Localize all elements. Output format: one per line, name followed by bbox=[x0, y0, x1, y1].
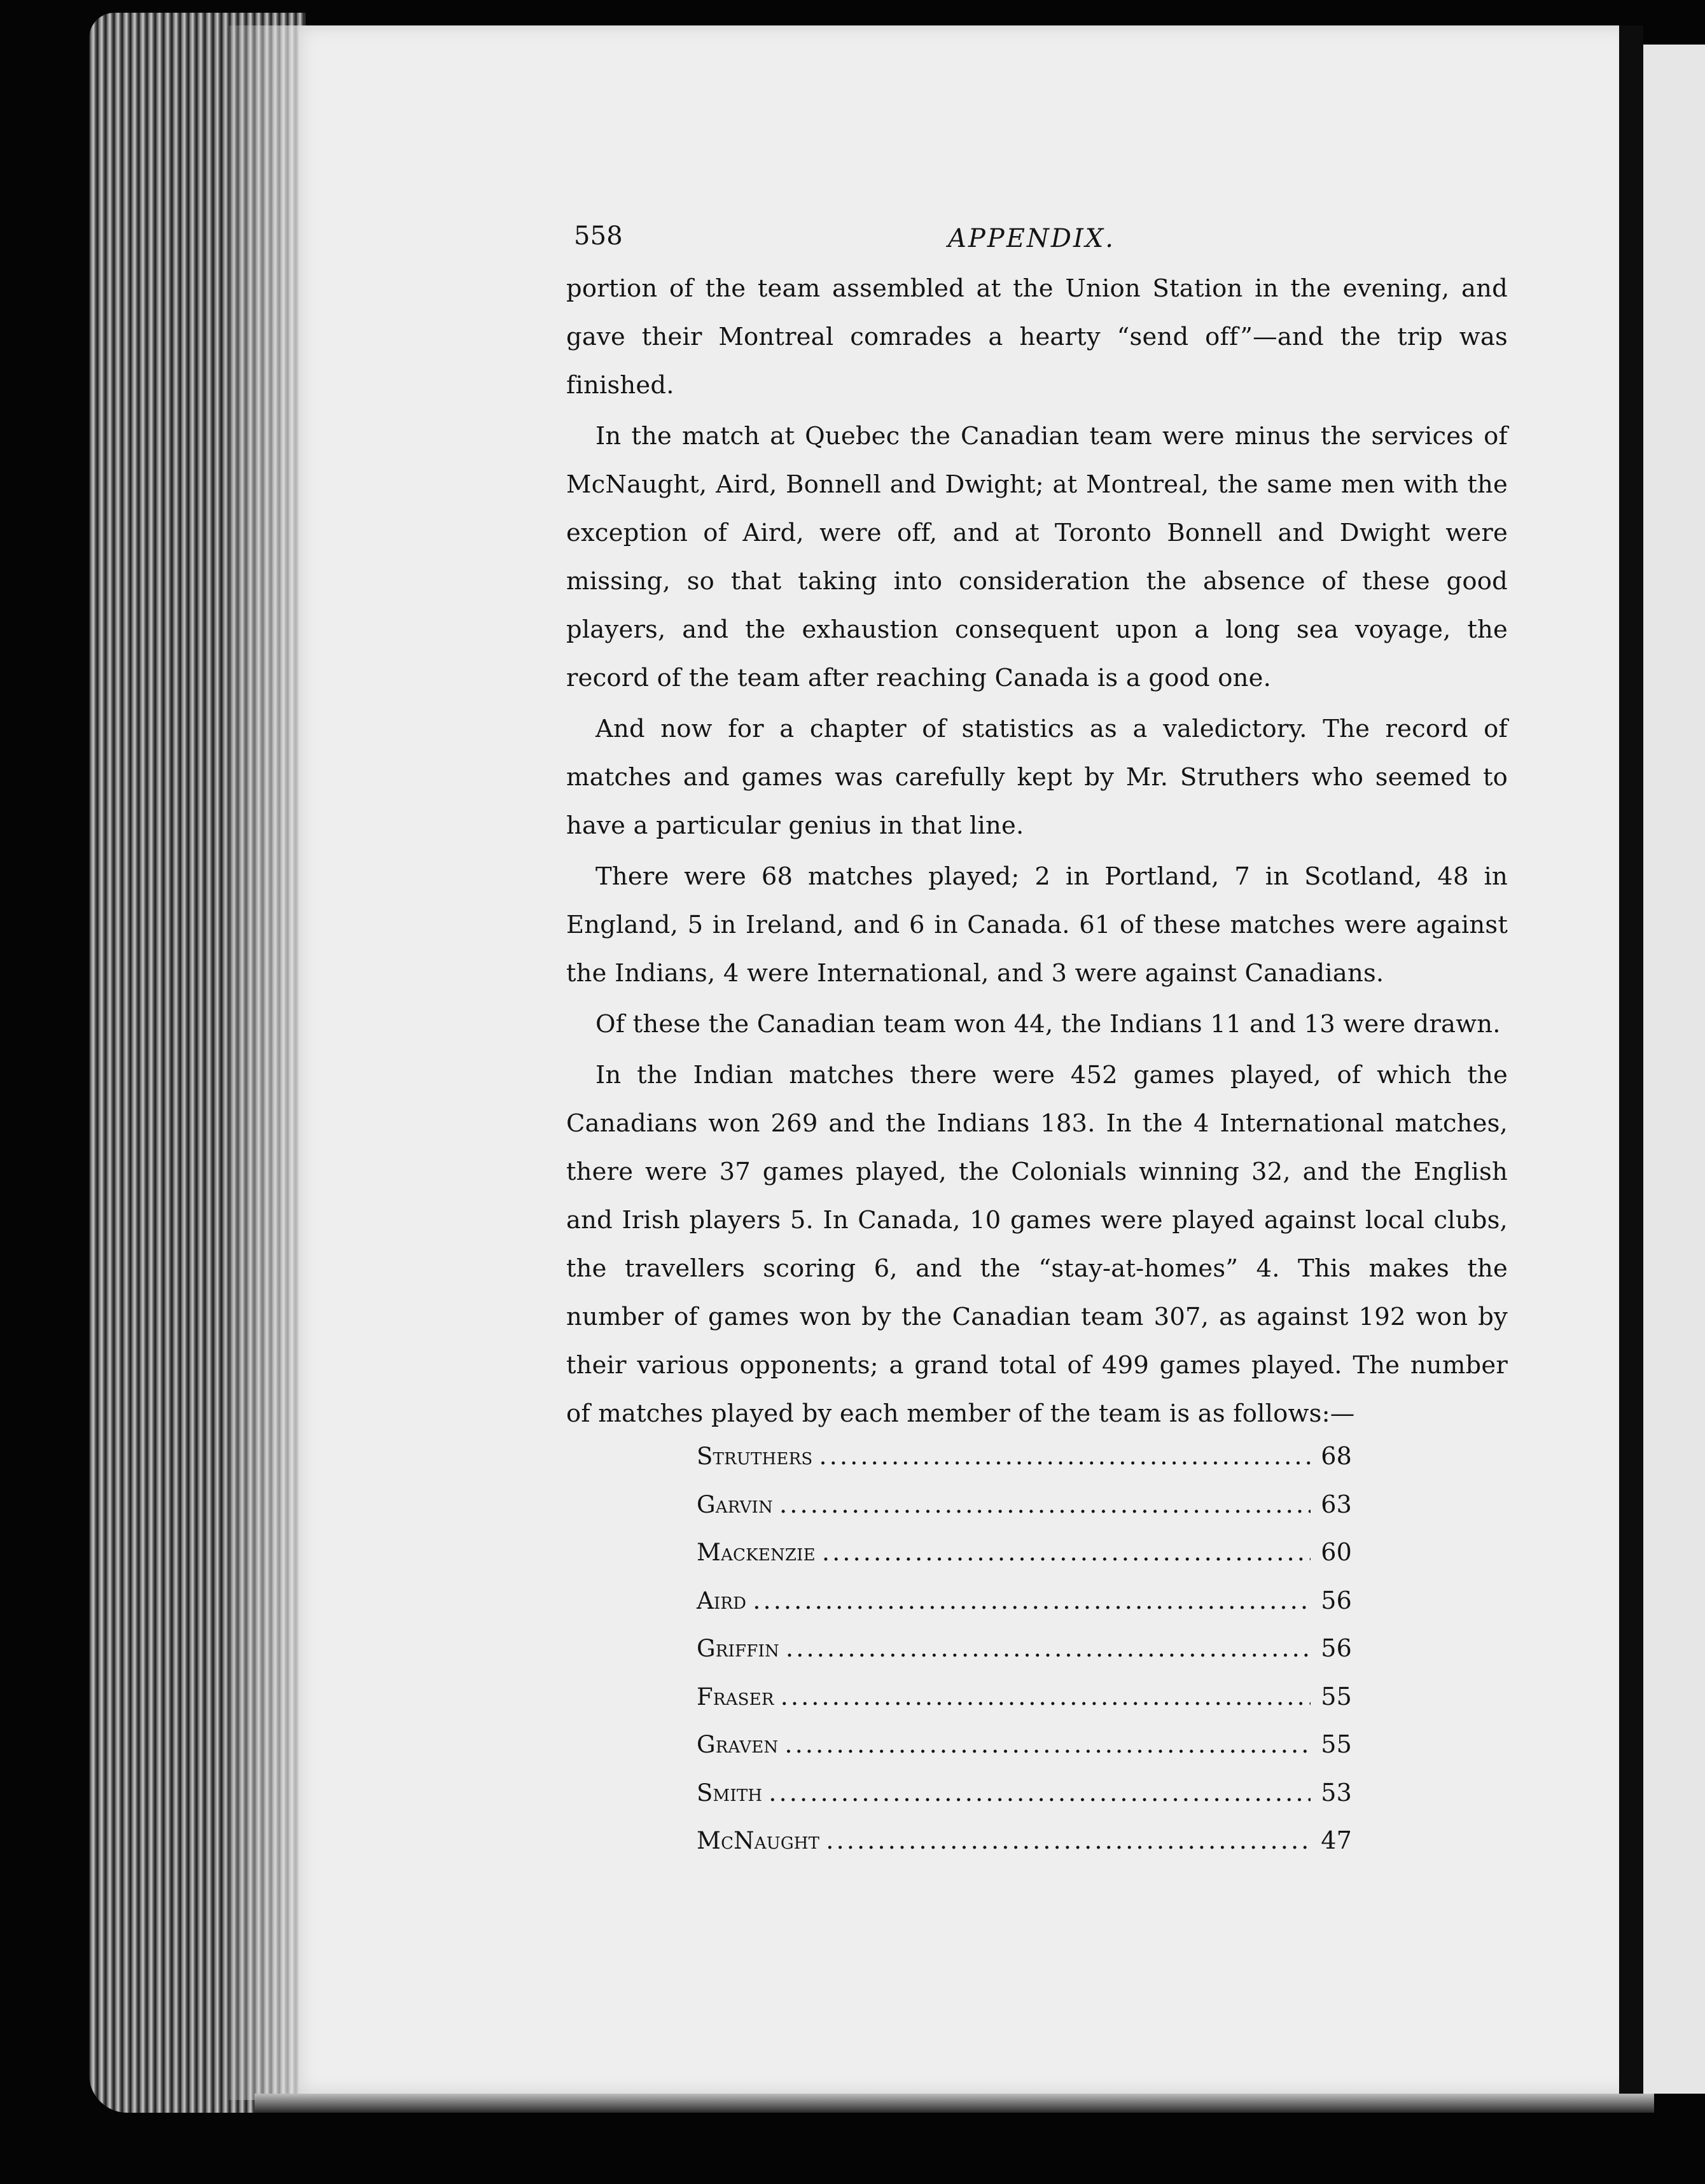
body-text bbox=[566, 265, 1508, 1438]
roster-count: 68 bbox=[1321, 1442, 1352, 1470]
book-gutter bbox=[1619, 25, 1643, 2094]
paragraph: portion of the team assembled at the Union Station in the evening, and gave their Montreal comrades a hearty “send off”—and the trip was finished. bbox=[566, 274, 1508, 400]
roster-count: 56 bbox=[1321, 1634, 1352, 1662]
roster-row bbox=[697, 1634, 1352, 1683]
roster-count: 55 bbox=[1321, 1730, 1352, 1758]
dot-leader bbox=[781, 1683, 1311, 1711]
roster-name: Smith bbox=[697, 1779, 763, 1807]
roster-name: McNaught bbox=[697, 1827, 820, 1854]
page-header bbox=[566, 210, 1508, 265]
facing-page-edge bbox=[1643, 45, 1705, 2094]
roster-count: 60 bbox=[1321, 1538, 1352, 1566]
roster-count: 63 bbox=[1321, 1490, 1352, 1518]
book-bottom-edge bbox=[254, 2094, 1654, 2113]
dot-leader bbox=[819, 1442, 1311, 1471]
roster-name: Struthers bbox=[697, 1443, 813, 1470]
running-head: APPENDIX. bbox=[948, 224, 1115, 253]
roster-name: Griffin bbox=[697, 1635, 779, 1662]
roster-count: 47 bbox=[1321, 1826, 1352, 1854]
roster-name: Mackenzie bbox=[697, 1539, 816, 1566]
roster-name: Graven bbox=[697, 1731, 779, 1758]
roster-row bbox=[697, 1826, 1352, 1875]
page-content bbox=[566, 210, 1508, 1875]
roster-name: Garvin bbox=[697, 1490, 773, 1518]
dot-leader bbox=[779, 1490, 1311, 1519]
roster-row bbox=[697, 1538, 1352, 1586]
roster-row bbox=[697, 1730, 1352, 1779]
paragraph: In the Indian matches there were 452 games played, of which the Canadians won 269 and the Indians 183. In the 4 International matches, there were 37 games played, the Colonials winning 32, and the English and Irish players 5. In Canada, 10 games were played against local clubs, the travellers scoring 6, and the “stay-at-homes” 4. This makes the number of games won by the Canadian team 307, as against 192 won by their various opponents; a grand total of 499 games played. The number of matches played by each member of the team is as follows:— bbox=[566, 1061, 1508, 1428]
dot-leader bbox=[753, 1586, 1311, 1615]
paragraph: Of these the Canadian team won 44, the Indians 11 and 13 were drawn. bbox=[595, 1010, 1501, 1039]
dot-leader bbox=[769, 1779, 1311, 1807]
matches-roster bbox=[697, 1442, 1352, 1875]
paragraph: In the match at Quebec the Canadian team were minus the services of McNaught, Aird, Bonnell and Dwight; at Montreal, the same men with the exception of Aird, were off, and at Toronto Bonnell and Dwight were missing, so that taking into consideration the absence of these good players, and the exhaustion consequent upon a long sea voyage, the record of the team after reaching Canada is a good one. bbox=[566, 422, 1508, 692]
roster-name: Fraser bbox=[697, 1683, 774, 1711]
roster-row bbox=[697, 1586, 1352, 1635]
dot-leader bbox=[784, 1730, 1311, 1759]
roster-name: Aird bbox=[697, 1586, 747, 1614]
dot-leader bbox=[786, 1634, 1311, 1663]
roster-count: 56 bbox=[1321, 1586, 1352, 1614]
roster-row bbox=[697, 1683, 1352, 1731]
roster-count: 53 bbox=[1321, 1778, 1352, 1807]
roster-count: 55 bbox=[1321, 1682, 1352, 1711]
paragraph: And now for a chapter of statistics as a valedictory. The record of matches and games was carefully kept by Mr. Struthers who seemed to have a particular genius in that line. bbox=[566, 715, 1508, 840]
dot-leader bbox=[826, 1826, 1311, 1855]
roster-row bbox=[697, 1779, 1352, 1827]
page-number: 558 bbox=[574, 221, 623, 251]
roster-row bbox=[697, 1490, 1352, 1539]
paragraph: There were 68 matches played; 2 in Portland, 7 in Scotland, 48 in England, 5 in Ireland, and 6 in Canada. 61 of these matches were against the Indians, 4 were International, and 3 were against Canadians. bbox=[566, 862, 1508, 988]
roster-row bbox=[697, 1442, 1352, 1490]
dot-leader bbox=[822, 1538, 1311, 1567]
